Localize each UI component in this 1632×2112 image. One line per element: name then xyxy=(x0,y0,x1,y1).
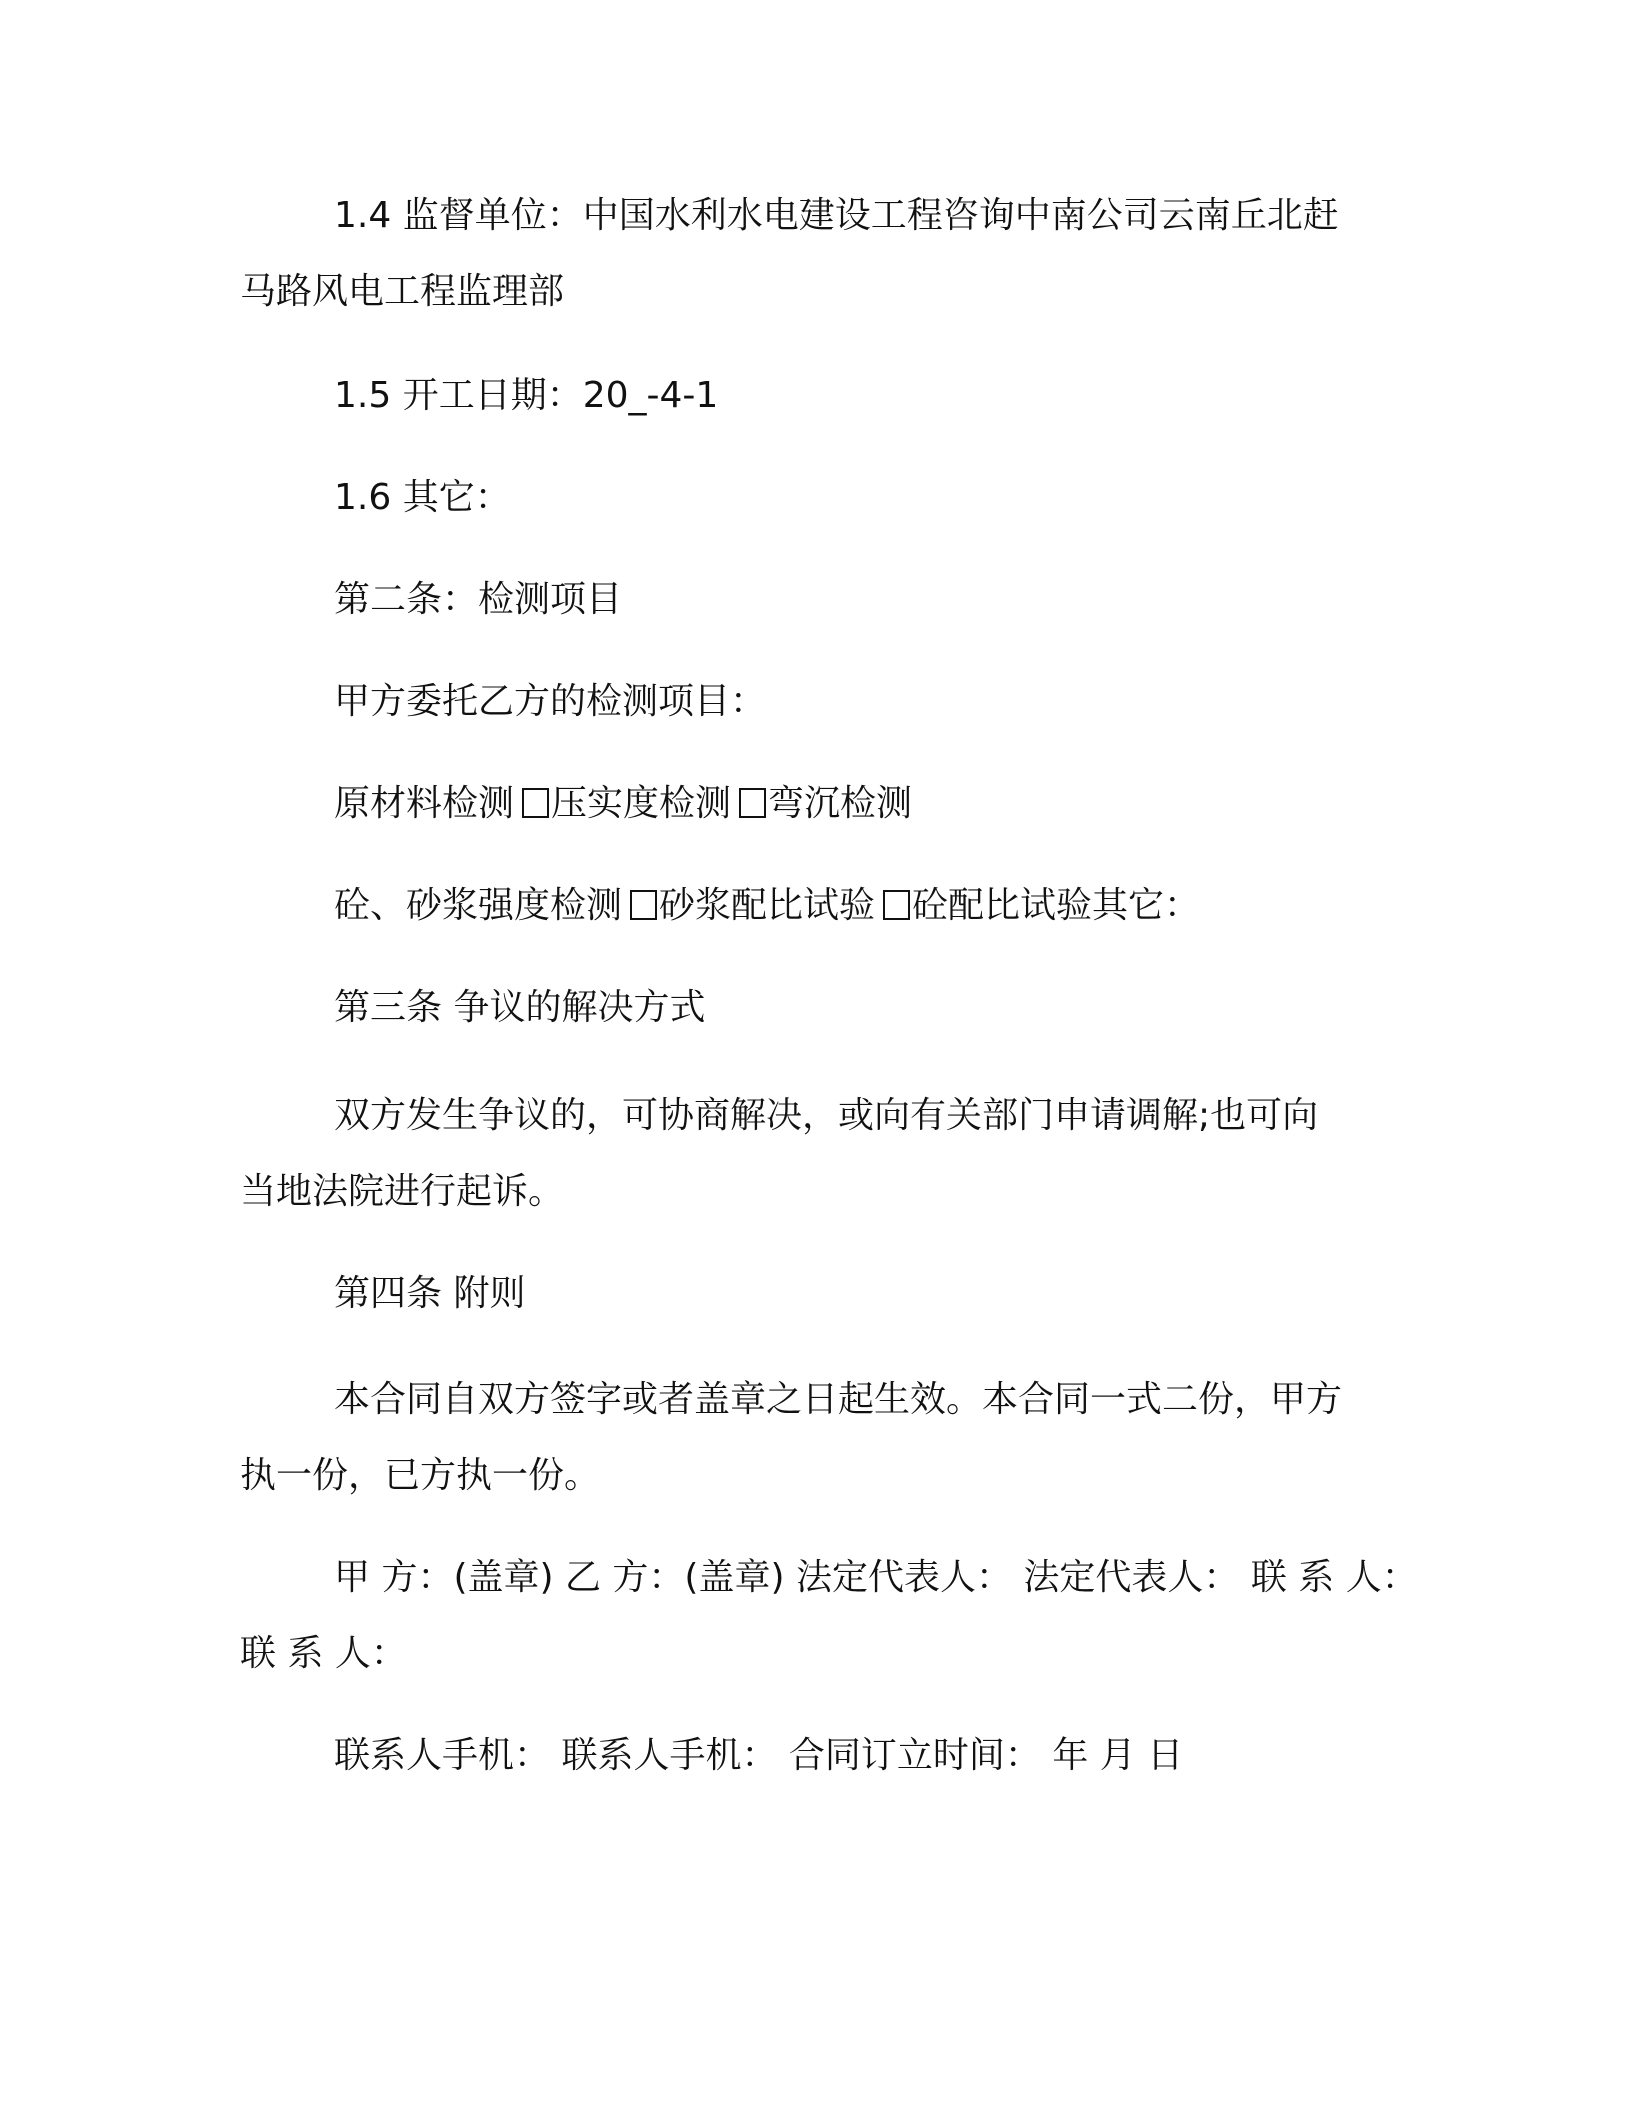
test-item-compaction: 压实度检测 xyxy=(551,783,732,824)
paragraph-contact-date: 联系人手机： 联系人手机： 合同订立时间： 年 月 日 xyxy=(334,1735,1184,1776)
supervision-unit-line1: 1.4 监督单位：中国水利水电建设工程咨询中南公司云南丘北赶 xyxy=(334,195,1339,236)
test-item-raw-material: 原材料检测 xyxy=(334,783,515,824)
paragraph-test-items-row2 xyxy=(240,868,1504,944)
paragraph-test-items-row1 xyxy=(240,766,1504,842)
test-item-mortar-mix: 砂浆配比试验 xyxy=(659,885,876,926)
paragraph-supervision-unit xyxy=(240,178,1410,330)
signatures-line1: 甲 方：(盖章) 乙 方：(盖章) 法定代表人： 法定代表人： 联 系 人： xyxy=(334,1557,1418,1598)
dispute-line1: 双方发生争议的，可协商解决，或向有关部门申请调解;也可向 xyxy=(334,1095,1319,1136)
test-item-concrete-strength: 砼、砂浆强度检测 xyxy=(334,885,623,926)
supervision-unit-line2: 马路风电工程监理部 xyxy=(240,271,565,312)
signatures-line2: 联 系 人： xyxy=(240,1633,407,1674)
test-item-concrete-mix: 砼配比试验其它： xyxy=(912,885,1201,926)
paragraph-signatures xyxy=(240,1540,1418,1692)
heading-article-two: 第二条：检测项目 xyxy=(334,579,623,620)
dispute-line2: 当地法院进行起诉。 xyxy=(240,1171,565,1212)
paragraph-effectiveness xyxy=(240,1362,1410,1514)
heading-article-three: 第三条 争议的解决方式 xyxy=(334,987,706,1028)
paragraph-other: 1.6 其它： xyxy=(334,477,511,518)
paragraph-start-date: 1.5 开工日期：20_-4-1 xyxy=(334,375,719,416)
paragraph-test-items-intro: 甲方委托乙方的检测项目： xyxy=(334,681,767,722)
effectiveness-line1: 本合同自双方签字或者盖章之日起生效。本合同一式二份，甲方 xyxy=(334,1379,1343,1420)
checkbox-mortar-mix xyxy=(630,890,657,920)
effectiveness-line2: 执一份，已方执一份。 xyxy=(240,1455,601,1496)
test-item-deflection: 弯沉检测 xyxy=(768,783,913,824)
paragraph-dispute-resolution xyxy=(240,1078,1410,1230)
checkbox-compaction xyxy=(522,788,549,818)
heading-article-four: 第四条 附则 xyxy=(334,1273,526,1314)
checkbox-deflection xyxy=(739,788,766,818)
checkbox-concrete-mix xyxy=(883,890,910,920)
